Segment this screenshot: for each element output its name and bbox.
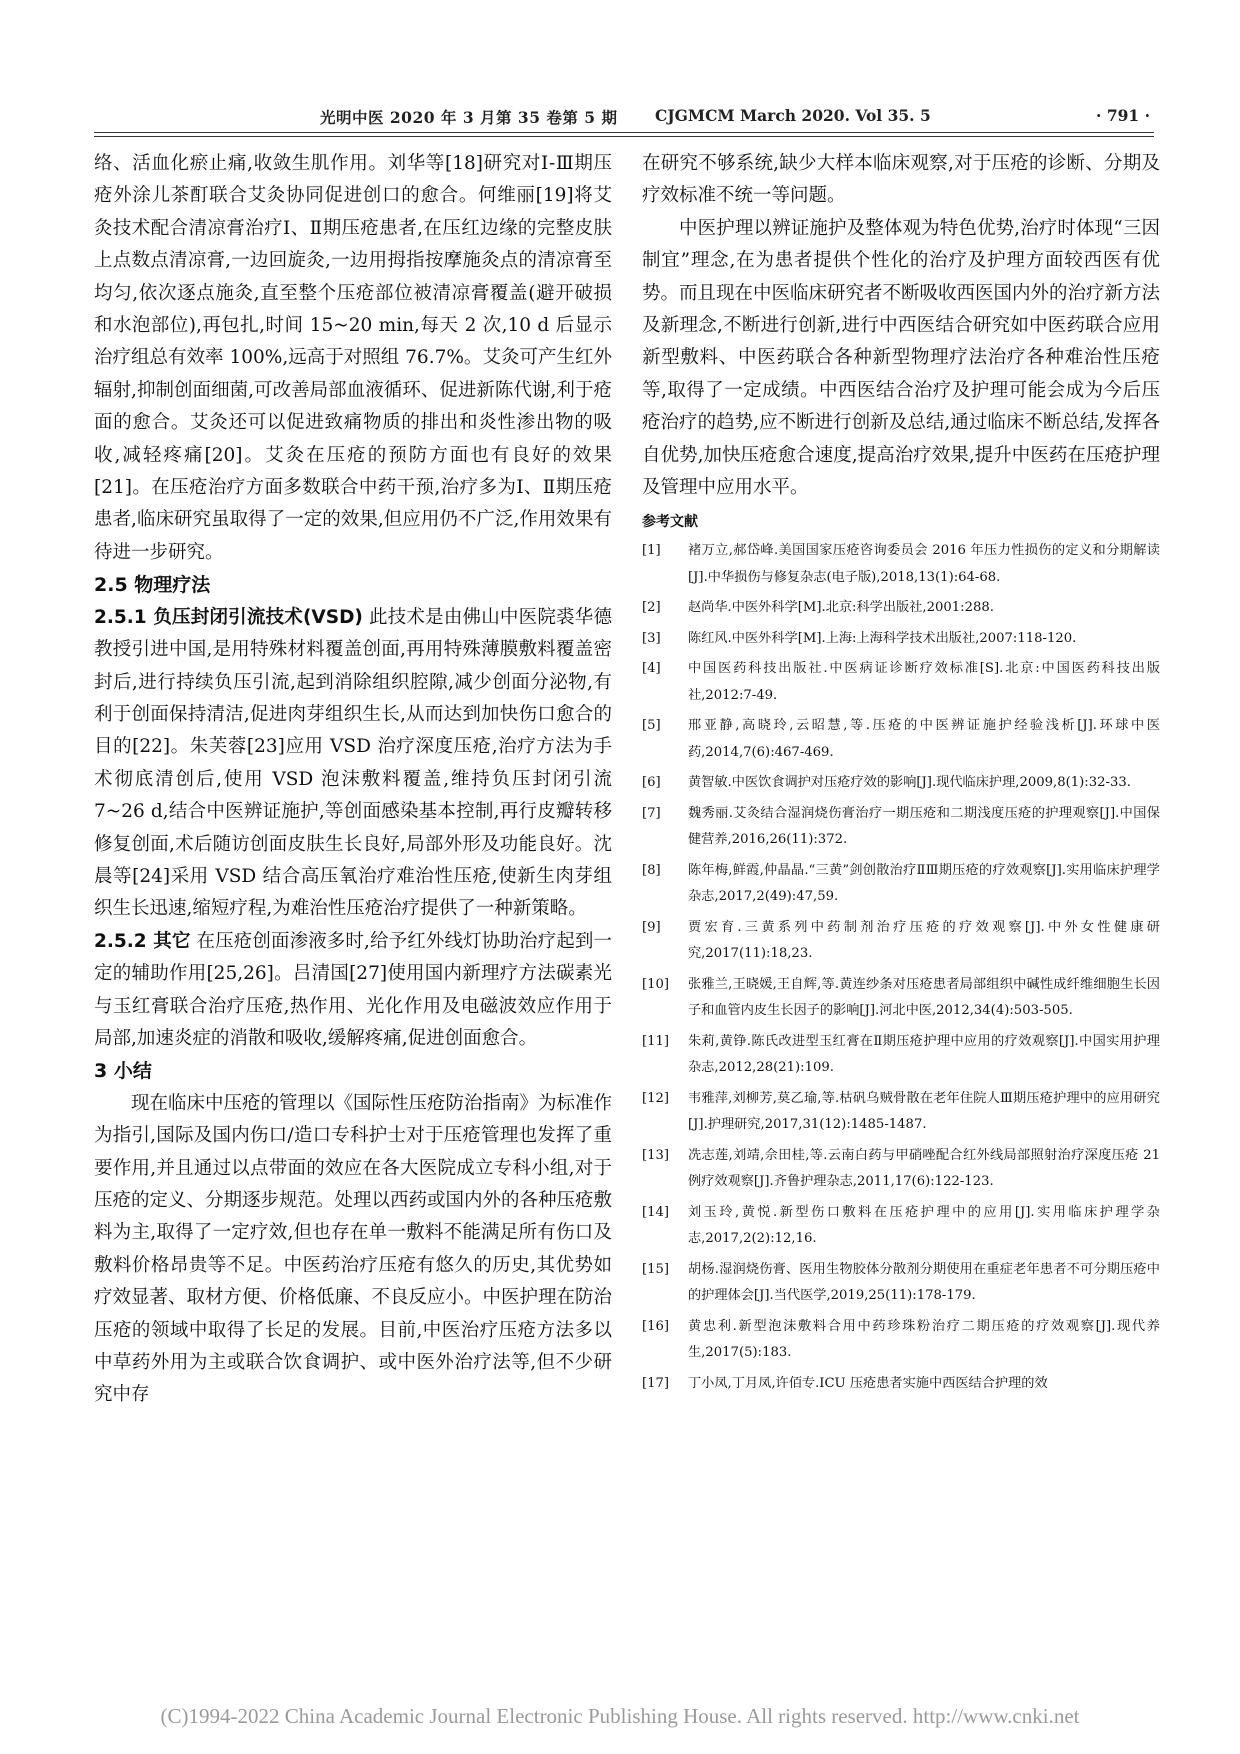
reference-item xyxy=(642,915,1160,968)
reference-number: [14] xyxy=(642,1204,670,1220)
reference-item xyxy=(642,595,1160,622)
reference-text: 刘玉玲,黄悦.新型伤口敷料在压疮护理中的应用[J].实用临床护理学杂志,2017,2(2):12,16. xyxy=(688,1204,1160,1247)
references-title: 参考文献 xyxy=(642,514,698,531)
header-rule xyxy=(94,132,1154,133)
reference-number: [11] xyxy=(642,1033,670,1049)
reference-text: 丁小凤,丁月凤,许佰专.ICU 压疮患者实施中西医结合护理的效 xyxy=(688,1375,1048,1391)
journal-abbrev: CJGMCM March 2020. Vol 35. 5 xyxy=(655,106,931,125)
reference-item xyxy=(642,713,1160,766)
reference-number: [8] xyxy=(642,862,661,878)
reference-text: 赵尚华.中医外科学[M].北京:科学出版社,2001:288. xyxy=(688,600,994,616)
left-column xyxy=(94,148,612,1412)
reference-item xyxy=(642,538,1160,591)
reference-item xyxy=(642,1314,1160,1367)
reference-text: 韦雅萍,刘柳芳,莫乙瑜,等.枯矾乌贼骨散在老年住院人Ⅲ期压疮护理中的应用研究[J].护理研究,2017,31(12):1485-1487. xyxy=(688,1090,1160,1133)
reference-text: 张雅兰,王晓媛,王自辉,等.黄连纱条对压疮患者局部组织中碱性成纤维细胞生长因子和血管内皮生长因子的影响[J].河北中医,2012,34(4):503-505. xyxy=(688,976,1160,1019)
reference-number: [5] xyxy=(642,718,661,734)
reference-number: [7] xyxy=(642,805,661,821)
reference-text: 黄忠利.新型泡沫敷料合用中药珍珠粉治疗二期压疮的疗效观察[J].现代养生,2017(5):183. xyxy=(688,1318,1160,1361)
paragraph-text: 在压疮创面渗液多时,给予红外线灯协助治疗起到一定的辅助作用[25,26]。吕清国[27]使用国内新理疗方法碳素光与玉红膏联合治疗压疮,热作用、光化作用及电磁波效应作用于局部,加速炎症的消散和吸收,缓解疼痛,促进创面愈合。 xyxy=(94,930,612,1049)
reference-item xyxy=(642,656,1160,709)
reference-item xyxy=(642,858,1160,911)
reference-item xyxy=(642,1029,1160,1082)
right-column xyxy=(642,148,1160,1401)
paragraph-text: 此技术是由佛山中医院裘华德教授引进中国,是用特殊材料覆盖创面,再用特殊薄膜敷料覆盖密封后,进行持续负压引流,起到消除组织腔隙,减少创面分泌物,有利于创面保持清洁,促进肉芽组织生长,从而达到加快伤口愈合的目的[22]。朱芙蓉[23]应用 VSD 治疗深度压疮,治疗方法为手术彻底清创后,使用 VSD 泡沫敷料覆盖,维持负压封闭引流 7~26 d,结合中医辨证施护,等创面感染基本控制,再行皮瓣转移修复创面,术后随访创面皮肤生长良好,局部外形及功能良好。沈晨等[24]采用 VSD 结合高压氧治疗难治性压疮,使新生肉芽组织生长迅速,缩短疗程,为难治性压疮治疗提供了一种新策略。 xyxy=(94,606,612,920)
reference-text: 冼志莲,刘靖,佘田桂,等.云南白药与甲硝唑配合红外线局部照射治疗深度压疮 21 例疗效观察[J].齐鲁护理杂志,2011,17(6):122-123. xyxy=(688,1147,1160,1190)
body-paragraph xyxy=(94,602,612,926)
subsection-heading: 2.5.1 负压封闭引流技术(VSD) xyxy=(94,606,363,628)
reference-text: 魏秀丽.艾灸结合湿润烧伤膏治疗一期压疮和二期浅度压疮的护理观察[J].中国保健营养,2016,26(11):372. xyxy=(688,805,1160,848)
references-list xyxy=(642,538,1160,1397)
reference-item xyxy=(642,626,1160,653)
reference-text: 陈红风.中医外科学[M].上海:上海科学技术出版社,2007:118-120. xyxy=(688,630,1077,646)
body-paragraph: 中医护理以辨证施护及整体观为特色优势,治疗时体现“三因制宜”理念,在为患者提供个性化的治疗及护理方面较西医有优势。而且现在中医临床研究者不断吸收西医国内外的治疗新方法及新理念,不断进行创新,进行中西医结合研究如中医药联合应用新型敷料、中医药联合各种新型物理疗法治疗各种难治性压疮等,取得了一定成绩。中西医结合治疗及护理可能会成为今后压疮治疗的趋势,应不断进行创新及总结,通过临床不断总结,发挥各自优势,加快压疮愈合速度,提高治疗效果,提升中医药在压疮护理及管理中应用水平。 xyxy=(642,217,1161,499)
reference-item xyxy=(642,801,1160,854)
section-heading: 3 小结 xyxy=(94,1060,152,1083)
reference-item xyxy=(642,770,1160,797)
page-number: · 791 · xyxy=(1096,106,1150,125)
reference-text: 朱莉,黄铮.陈氏改进型玉红膏在Ⅱ期压疮护理中应用的疗效观察[J].中国实用护理杂志,2012,28(21):109. xyxy=(688,1033,1160,1076)
reference-item xyxy=(642,1257,1160,1310)
reference-text: 胡杨.湿润烧伤膏、医用生物胶体分散剂分期使用在重症老年患者不可分期压疮中的护理体会[J].当代医学,2019,25(11):178-179. xyxy=(688,1261,1160,1304)
reference-number: [15] xyxy=(642,1261,670,1277)
reference-number: [1] xyxy=(642,543,661,559)
reference-number: [4] xyxy=(642,661,661,677)
copyright-footer: (C)1994-2022 China Academic Journal Electronic Publishing House. All rights reserved. http://www.cnki.net xyxy=(160,1704,1080,1728)
reference-number: [16] xyxy=(642,1318,670,1334)
reference-item xyxy=(642,1371,1160,1398)
reference-text: 褚万立,郝岱峰.美国国家压疮咨询委员会 2016 年压力性损伤的定义和分期解读[J].中华损伤与修复杂志(电子版),2018,13(1):64-68. xyxy=(688,543,1160,585)
reference-number: [12] xyxy=(642,1090,670,1106)
journal-title: 光明中医 2020 年 3 月第 35 卷第 5 期 xyxy=(320,108,618,127)
header-rule-2 xyxy=(94,136,1154,137)
reference-number: [9] xyxy=(642,919,661,935)
reference-number: [6] xyxy=(642,775,661,791)
reference-item xyxy=(642,1200,1160,1253)
reference-number: [3] xyxy=(642,630,661,646)
reference-text: 黄智敏.中医饮食调护对压疮疗效的影响[J].现代临床护理,2009,8(1):32-33. xyxy=(688,775,1131,791)
subsection-heading: 2.5.2 其它 xyxy=(94,930,191,952)
body-paragraph: 现在临床中压疮的管理以《国际性压疮防治指南》为标准作为指引,国际及国内伤口/造口专科护士对于压疮管理也发挥了重要作用,并且通过以点带面的效应在各大医院成立专科小组,对于压疮的定义、分期逐步规范。处理以西药或国内外的各种压疮敷料为主,取得了一定疗效,但也存在单一敷料不能满足所有伤口及敷料价格昂贵等不足。中医药治疗压疮有悠久的历史,其优势如疗效显著、取材方便、价格低廉、不良反应小。中医护理在防治压疮的领域中取得了长足的发展。目前,中医治疗压疮方法多以中草药外用为主或联合饮食调护、或中医外治疗法等,但不少研究中存 xyxy=(94,1092,613,1406)
reference-number: [17] xyxy=(642,1375,670,1391)
reference-number: [10] xyxy=(642,976,670,992)
reference-text: 中国医药科技出版社.中医病证诊断疗效标准[S].北京:中国医药科技出版社,2012:7-49. xyxy=(688,661,1160,703)
reference-number: [13] xyxy=(642,1147,670,1163)
reference-text: 贾宏育.三黄系列中药制剂治疗压疮的疗效观察[J].中外女性健康研究,2017(11):18,23. xyxy=(688,919,1160,962)
body-paragraph: 在研究不够系统,缺少大样本临床观察,对于压疮的诊断、分期及疗效标准不统一等问题。 xyxy=(642,153,1160,207)
body-paragraph xyxy=(94,926,612,1056)
body-paragraph: 络、活血化瘀止痛,收敛生肌作用。刘华等[18]研究对Ⅰ-Ⅲ期压疮外涂儿茶酊联合艾灸协同促进创口的愈合。何维丽[19]将艾灸技术配合清凉膏治疗Ⅰ、Ⅱ期压疮患者,在压红边缘的完整皮肤上点数点清凉膏,一边回旋灸,一边用拇指按摩施灸点的清凉膏至均匀,依次逐点施灸,直至整个压疮部位被清凉膏覆盖(避开破损和水泡部位),再包扎,时间 15~20 min,每天 2 次,10 d 后显示治疗组总有效率 100%,远高于对照组 76.7%。艾灸可产生红外辐射,抑制创面细菌,可改善局部血液循环、促进新陈代谢,利于疮面的愈合。艾灸还可以促进致痛物质的排出和炎性渗出物的吸收,减轻疼痛[20]。艾灸在压疮的预防方面也有良好的效果[21]。在压疮治疗方面多数联合中药干预,治疗多为Ⅰ、Ⅱ期压疮患者,临床研究虽取得了一定的效果,但应用仍不广泛,作用效果有待进一步研究。 xyxy=(94,153,612,563)
reference-number: [2] xyxy=(642,600,661,616)
running-header xyxy=(320,100,1150,134)
reference-text: 陈年梅,鲜霞,仲晶晶.“三黄”剑创散治疗ⅡⅢ期压疮的疗效观察[J].实用临床护理学杂志,2017,2(49):47,59. xyxy=(688,862,1160,905)
section-heading: 2.5 物理疗法 xyxy=(94,574,211,597)
reference-item xyxy=(642,1086,1160,1139)
reference-item xyxy=(642,1143,1160,1196)
reference-item xyxy=(642,972,1160,1025)
reference-text: 邢亚静,高晓玲,云昭慧,等.压疮的中医辨证施护经验浅析[J].环球中医药,2014,7(6):467-469. xyxy=(688,718,1160,760)
